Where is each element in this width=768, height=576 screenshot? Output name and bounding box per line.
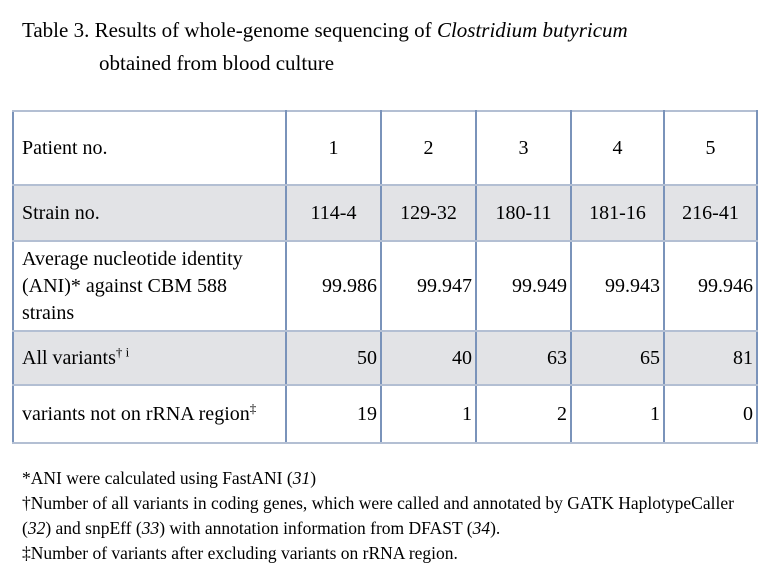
- table-caption: [22, 14, 768, 80]
- footnote-text: ): [310, 468, 317, 488]
- cell-ani-2: 99.947: [381, 241, 476, 331]
- cell-rrna-2: 1: [381, 385, 476, 443]
- footnote-all-variants: [22, 491, 755, 541]
- table-row-all-variants: [13, 331, 757, 385]
- cell-rrna-3: 2: [476, 385, 571, 443]
- cell-patient-2: 2: [381, 111, 476, 185]
- row-label: [13, 331, 286, 385]
- cell-allvar-4: 65: [571, 331, 664, 385]
- table-row-patient-no: [13, 111, 757, 185]
- cell-rrna-5: 0: [664, 385, 757, 443]
- cell-strain-4: 181-16: [571, 185, 664, 241]
- footnote-rrna: [22, 541, 755, 566]
- cell-ani-5: 99.946: [664, 241, 757, 331]
- citation-33: 33: [141, 518, 160, 538]
- footnote-text: ).: [490, 518, 501, 538]
- cell-strain-3: 180-11: [476, 185, 571, 241]
- cell-rrna-1: 19: [286, 385, 381, 443]
- row-label: [13, 385, 286, 443]
- cell-allvar-1: 50: [286, 331, 381, 385]
- row-label: Average nucleotide identity (ANI)* against CBM 588 strains: [13, 241, 286, 331]
- cell-rrna-4: 1: [571, 385, 664, 443]
- footnote-text: ‡Number of variants after excluding variants on rRNA region.: [22, 543, 458, 563]
- cell-patient-1: 1: [286, 111, 381, 185]
- page: [0, 14, 768, 576]
- cell-ani-4: 99.943: [571, 241, 664, 331]
- cell-strain-1: 114-4: [286, 185, 381, 241]
- citation-31: 31: [292, 468, 311, 488]
- cell-strain-2: 129-32: [381, 185, 476, 241]
- table-row-variants-not-rrna: [13, 385, 757, 443]
- footnote-text: *ANI were calculated using FastANI (: [22, 468, 293, 488]
- dagger-footnote-mark: † i: [115, 343, 130, 359]
- caption-text: Table 3. Results of whole-genome sequencing of: [22, 18, 437, 42]
- caption-line2: obtained from blood culture: [99, 51, 335, 75]
- citation-34: 34: [472, 518, 491, 538]
- cell-patient-4: 4: [571, 111, 664, 185]
- cell-ani-1: 99.986: [286, 241, 381, 331]
- footnote-text: ) with annotation information from DFAST (: [159, 518, 473, 538]
- cell-ani-3: 99.949: [476, 241, 571, 331]
- cell-patient-3: 3: [476, 111, 571, 185]
- row-label-text: All variants: [22, 346, 116, 369]
- table-row-strain-no: [13, 185, 757, 241]
- species-name: Clostridium butyricum: [436, 18, 628, 42]
- results-table: [12, 110, 758, 444]
- cell-allvar-5: 81: [664, 331, 757, 385]
- footnote-ani: [22, 466, 755, 491]
- footnote-text: †Number of all variants in coding genes, which were called and annotated by GATK HaplotypeCaller (: [22, 493, 734, 538]
- footnotes: [22, 466, 755, 566]
- cell-patient-5: 5: [664, 111, 757, 185]
- cell-strain-5: 216-41: [664, 185, 757, 241]
- cell-allvar-3: 63: [476, 331, 571, 385]
- caption-line1: [22, 14, 768, 47]
- citation-32: 32: [27, 518, 46, 538]
- footnote-text: ) and snpEff (: [45, 518, 142, 538]
- cell-allvar-2: 40: [381, 331, 476, 385]
- double-dagger-footnote-mark: ‡: [249, 399, 257, 415]
- row-label: Patient no.: [13, 111, 286, 185]
- row-label-text: variants not on rRNA region: [22, 402, 250, 425]
- row-label: Strain no.: [13, 185, 286, 241]
- table-row-ani: [13, 241, 757, 331]
